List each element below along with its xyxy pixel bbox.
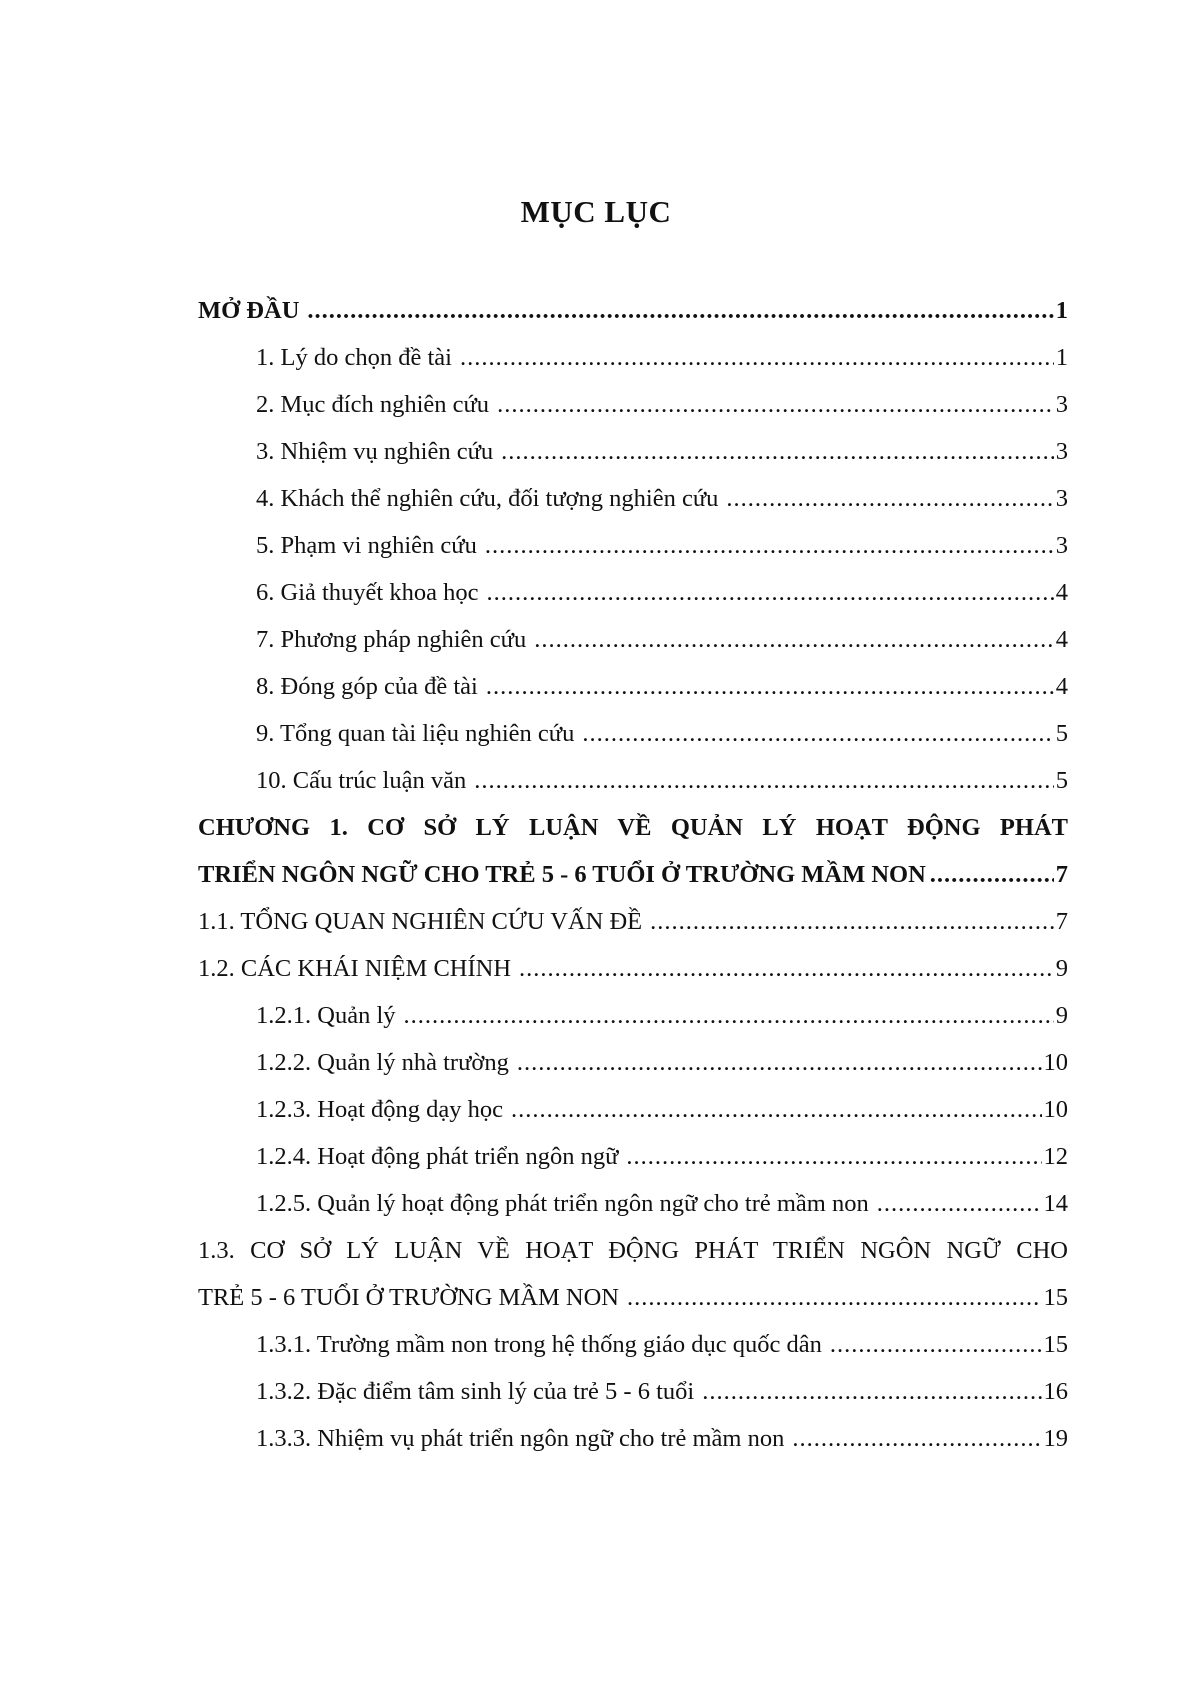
toc-section[interactable]: [198, 898, 1068, 945]
toc-page-number: 7: [1055, 908, 1068, 935]
toc-entry[interactable]: [198, 1180, 1068, 1227]
toc-entry-label: MỞ ĐẦU: [198, 297, 300, 324]
toc-page-number: 1: [1055, 297, 1068, 324]
toc-entry[interactable]: [198, 522, 1068, 569]
toc-leader-dots: [702, 1368, 1041, 1415]
toc-entry-label: TRẺ 5 - 6 TUỔI Ở TRƯỜNG MẦM NON: [198, 1284, 619, 1311]
toc-entry-label: 3. Nhiệm vụ nghiên cứu: [256, 438, 494, 465]
toc-entry[interactable]: [198, 663, 1068, 710]
toc-leader-dots: [501, 428, 1054, 475]
toc-page-number: 14: [1043, 1190, 1068, 1217]
toc-leader-dots: [930, 851, 1054, 898]
toc-page-number: 9: [1055, 955, 1068, 982]
toc-entry[interactable]: [198, 381, 1068, 428]
toc-page-number: 16: [1043, 1378, 1068, 1405]
toc-entry[interactable]: [198, 475, 1068, 522]
toc-leader-dots: [650, 898, 1054, 945]
toc-entry-label: 1.3.2. Đặc điểm tâm sinh lý của trẻ 5 - 6 tuổi: [256, 1378, 695, 1405]
toc-leader-dots: [877, 1180, 1042, 1227]
toc-entry-label: 1.2. CÁC KHÁI NIỆM CHÍNH: [198, 955, 512, 982]
toc-section-1-3-line-2[interactable]: [198, 1274, 1068, 1321]
table-of-contents: [198, 287, 1068, 1462]
toc-leader-dots: [626, 1133, 1041, 1180]
toc-entry[interactable]: [198, 334, 1068, 381]
toc-entry[interactable]: [198, 1039, 1068, 1086]
toc-entry-label: 7. Phương pháp nghiên cứu: [256, 626, 527, 653]
toc-chapter-1-line-1[interactable]: [198, 804, 1068, 851]
toc-entry[interactable]: [198, 428, 1068, 475]
toc-page-number: 1: [1055, 344, 1068, 371]
toc-page-number: 10: [1043, 1049, 1068, 1076]
toc-entry-label: CHƯƠNG 1. CƠ SỞ LÝ LUẬN VỀ QUẢN LÝ HOẠT ĐỘNG PHÁT: [198, 814, 1068, 841]
toc-page-number: 19: [1043, 1425, 1068, 1452]
toc-entry-label: 2. Mục đích nghiên cứu: [256, 391, 490, 418]
toc-leader-dots: [726, 475, 1053, 522]
toc-entry-label: 1.1. TỔNG QUAN NGHIÊN CỨU VẤN ĐỀ: [198, 908, 643, 935]
toc-leader-dots: [497, 381, 1054, 428]
toc-page-number: 12: [1043, 1143, 1068, 1170]
toc-page-number: 4: [1055, 626, 1068, 653]
toc-entry-label: 4. Khách thể nghiên cứu, đối tượng nghiên cứu: [256, 485, 719, 512]
toc-page-number: 5: [1055, 720, 1068, 747]
toc-leader-dots: [485, 522, 1054, 569]
toc-entry[interactable]: [198, 1368, 1068, 1415]
toc-entry-label: 1.2.1. Quản lý: [256, 1002, 396, 1029]
toc-leader-dots: [474, 757, 1054, 804]
toc-entry-label: 1.3.1. Trường mầm non trong hệ thống giáo dục quốc dân: [256, 1331, 822, 1358]
toc-leader-dots: [519, 945, 1054, 992]
toc-section[interactable]: [198, 945, 1068, 992]
toc-entry-label: 1.3.3. Nhiệm vụ phát triển ngôn ngữ cho trẻ mầm non: [256, 1425, 785, 1452]
toc-entry-label: 1.2.2. Quản lý nhà trường: [256, 1049, 509, 1076]
toc-entry-mo-dau[interactable]: [198, 287, 1068, 334]
toc-leader-dots: [460, 334, 1054, 381]
toc-leader-dots: [517, 1039, 1042, 1086]
toc-page-number: 15: [1043, 1331, 1068, 1358]
toc-page-number: 3: [1055, 438, 1068, 465]
toc-entry[interactable]: [198, 616, 1068, 663]
toc-entry-label: 1.3. CƠ SỞ LÝ LUẬN VỀ HOẠT ĐỘNG PHÁT TRIỂN NGÔN NGỮ CHO: [198, 1237, 1068, 1264]
toc-entry-label: 8. Đóng góp của đề tài: [256, 673, 478, 700]
toc-leader-dots: [486, 663, 1054, 710]
toc-entry[interactable]: [198, 569, 1068, 616]
toc-page-number: 5: [1055, 767, 1068, 794]
toc-entry[interactable]: [198, 1415, 1068, 1462]
toc-page-number: 3: [1055, 485, 1068, 512]
toc-entry-label: 10. Cấu trúc luận văn: [256, 767, 467, 794]
toc-page-number: 15: [1043, 1284, 1068, 1311]
toc-entry-label: 6. Giả thuyết khoa học: [256, 579, 479, 606]
toc-entry-label: 1. Lý do chọn đề tài: [256, 344, 452, 371]
toc-leader-dots: [307, 287, 1053, 334]
toc-section-1-3-line-1[interactable]: [198, 1227, 1068, 1274]
toc-leader-dots: [534, 616, 1054, 663]
toc-page-number: 3: [1055, 391, 1068, 418]
toc-page-number: 4: [1055, 673, 1068, 700]
toc-entry[interactable]: [198, 992, 1068, 1039]
toc-entry[interactable]: [198, 1086, 1068, 1133]
toc-leader-dots: [792, 1415, 1041, 1462]
toc-entry-label: TRIỂN NGÔN NGỮ CHO TRẺ 5 - 6 TUỔI Ở TRƯỜNG MẦM NON: [198, 861, 926, 888]
toc-entry-label: 1.2.5. Quản lý hoạt động phát triển ngôn ngữ cho trẻ mầm non: [256, 1190, 869, 1217]
toc-entry[interactable]: [198, 757, 1068, 804]
toc-page-number: 3: [1055, 532, 1068, 559]
toc-entry[interactable]: [198, 1321, 1068, 1368]
toc-page-number: 4: [1055, 579, 1068, 606]
toc-leader-dots: [627, 1274, 1042, 1321]
toc-entry-label: 1.2.4. Hoạt động phát triển ngôn ngữ: [256, 1143, 619, 1170]
toc-leader-dots: [404, 992, 1054, 1039]
toc-entry-label: 9. Tổng quan tài liệu nghiên cứu: [256, 720, 575, 747]
toc-leader-dots: [511, 1086, 1042, 1133]
toc-leader-dots: [582, 710, 1053, 757]
toc-page-number: 7: [1055, 861, 1068, 888]
toc-chapter-1-line-2[interactable]: [198, 851, 1068, 898]
page-title: MỤC LỤC: [520, 194, 672, 229]
toc-entry-label: 5. Phạm vi nghiên cứu: [256, 532, 477, 559]
toc-page-number: 10: [1043, 1096, 1068, 1123]
toc-page-number: 9: [1055, 1002, 1068, 1029]
toc-leader-dots: [487, 569, 1054, 616]
toc-leader-dots: [830, 1321, 1042, 1368]
toc-entry[interactable]: [198, 1133, 1068, 1180]
toc-entry[interactable]: [198, 710, 1068, 757]
toc-entry-label: 1.2.3. Hoạt động dạy học: [256, 1096, 503, 1123]
